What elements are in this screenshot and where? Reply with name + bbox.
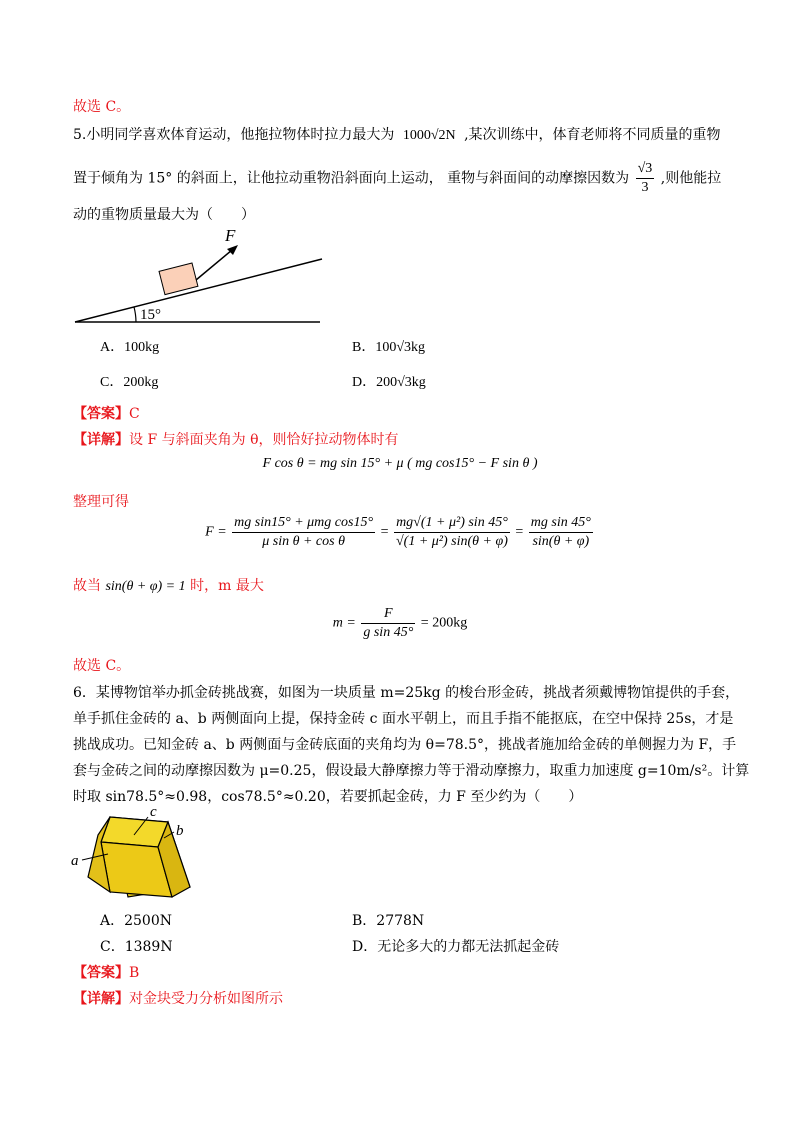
q6-option-b[interactable]: B．2778N <box>352 913 425 929</box>
q5-stem-line2b: ,则他能拉 <box>660 170 722 187</box>
force-label: F <box>225 226 236 245</box>
q5-eq2-frac1 <box>232 514 375 551</box>
q6-option-c[interactable]: C．1389N <box>100 939 173 955</box>
q5-stem-part1: 5.小明同学喜欢体育运动，他拖拉物体时拉力最大为 <box>73 127 395 143</box>
q5-eq2-frac3 <box>529 514 593 551</box>
q6-stem-line3: 挑战成功。已知金砖 a、b 两侧面与金砖底面的夹角均为 θ=78.5°，挑战者施加给金砖的单侧握力为 F，手 <box>73 737 737 753</box>
q5-eq2-f2-den: √(1 + μ²) sin(θ + φ) <box>395 534 508 549</box>
q6-stem-line2: 单手抓住金砖的 a、b 两侧面向上提，保持金砖 c 面水平朝上，而且手指不能抠底，在空中保持 25s，才是 <box>73 711 734 727</box>
block <box>159 263 198 295</box>
gold-brick-figure <box>68 805 208 905</box>
q5-detail <box>73 429 399 449</box>
q5-when-line <box>73 575 264 595</box>
q5-eq2-eq1: = <box>380 524 389 540</box>
q5-conclusion: 故选 C。 <box>73 658 131 674</box>
q5-equation-1: F cos θ = mg sin 15° + μ ( mg cos15° − F sin θ ) <box>262 456 538 471</box>
q5-simplify: 整理可得 <box>73 494 129 510</box>
q5-eq2-f1-num: mg sin15° + μmg cos15° <box>232 514 375 533</box>
q5-eq3-rhs: = 200kg <box>420 615 468 631</box>
q5-eq3-lhs: m = <box>332 615 356 631</box>
q5-option-b[interactable]: B．100√3kg <box>352 340 426 355</box>
q5-mu-den: 3 <box>641 180 649 195</box>
q5-when-cond: sin(θ + φ) = 1 <box>105 579 186 594</box>
q5-option-c[interactable]: C．200kg <box>100 375 159 390</box>
q6-answer <box>73 962 139 982</box>
q5-stem-line2 <box>73 160 721 197</box>
q5-eq3-den: g sin 45° <box>363 625 414 640</box>
q5-detail-intro: 设 F 与斜面夹角为 θ，则恰好拉动物体时有 <box>129 432 399 448</box>
angle-arc <box>134 307 136 322</box>
q6-option-d[interactable]: D．无论多大的力都无法抓起金砖 <box>352 939 560 955</box>
q5-answer <box>73 403 140 423</box>
q5-when-b: 时，m 最大 <box>190 578 264 594</box>
incline-line <box>75 259 322 322</box>
q6-detail <box>73 988 283 1008</box>
q6-answer-label: 【答案】 <box>73 965 129 981</box>
q6-stem-line5: 时取 sin78.5°≈0.98，cos78.5°≈0.20，若要抓起金砖，力 F 至少约为（ ） <box>73 789 583 805</box>
q5-eq2-f2-num: mg√(1 + μ²) sin 45° <box>394 514 510 533</box>
q5-eq2-lhs: F = <box>205 524 227 540</box>
q5-eq3-num: F <box>361 605 415 624</box>
q6-detail-intro: 对金块受力分析如图所示 <box>129 991 283 1007</box>
angle-label: 15° <box>140 307 161 323</box>
q6-option-a[interactable]: A．2500N <box>100 913 172 929</box>
q5-option-a[interactable]: A．100kg <box>100 340 160 355</box>
incline-figure <box>70 222 330 328</box>
q5-mu-fraction <box>636 160 655 197</box>
label-c: c <box>150 805 157 820</box>
label-a: a <box>71 853 79 869</box>
q5-eq2-f3-num: mg sin 45° <box>529 514 593 533</box>
q6-stem-line4: 套与金砖之间的动摩擦因数为 μ=0.25，假设最大静摩擦力等于滑动摩擦力，取重力加速度 g=10m/s²。计算 <box>73 763 750 779</box>
q5-eq2-f1-den: μ sin θ + cos θ <box>262 534 345 549</box>
q5-eq2-frac2 <box>394 514 510 551</box>
q5-detail-label: 【详解】 <box>73 432 129 448</box>
q5-equation-2 <box>0 514 800 551</box>
q5-eq2-f3-den: sin(θ + φ) <box>532 534 590 549</box>
q5-stem-line2a: 置于倾角为 15° 的斜面上，让他拉动重物沿斜面向上运动， 重物与斜面间的动摩擦因数为 <box>73 170 630 187</box>
q4-conclusion: 故选 C。 <box>73 99 131 115</box>
q5-max-force: 1000√2N <box>402 128 456 143</box>
label-b: b <box>176 823 184 839</box>
q5-eq2-eq2: = <box>515 524 524 540</box>
q5-answer-value: C <box>129 406 140 422</box>
q6-stem-line1: 6．某博物馆举办抓金砖挑战赛，如图为一块质量 m=25kg 的梭台形金砖，挑战者须戴博物馆提供的手套， <box>73 685 740 701</box>
q5-stem-line3: 动的重物质量最大为（ ） <box>73 207 255 223</box>
q5-mu-num: √3 <box>636 160 655 179</box>
q6-detail-label: 【详解】 <box>73 991 129 1007</box>
q5-when-a: 故当 <box>73 578 101 594</box>
q5-answer-label: 【答案】 <box>73 406 129 422</box>
q6-answer-value: B <box>129 965 140 981</box>
q5-equation-3 <box>0 605 800 642</box>
force-arrow <box>196 250 232 280</box>
q5-eq3-frac <box>361 605 415 642</box>
q5-option-d[interactable]: D．200√3kg <box>352 375 426 390</box>
q5-stem-part2: ,某次训练中，体育老师将不同质量的重物 <box>464 127 721 143</box>
q5-stem-line1 <box>73 124 721 144</box>
